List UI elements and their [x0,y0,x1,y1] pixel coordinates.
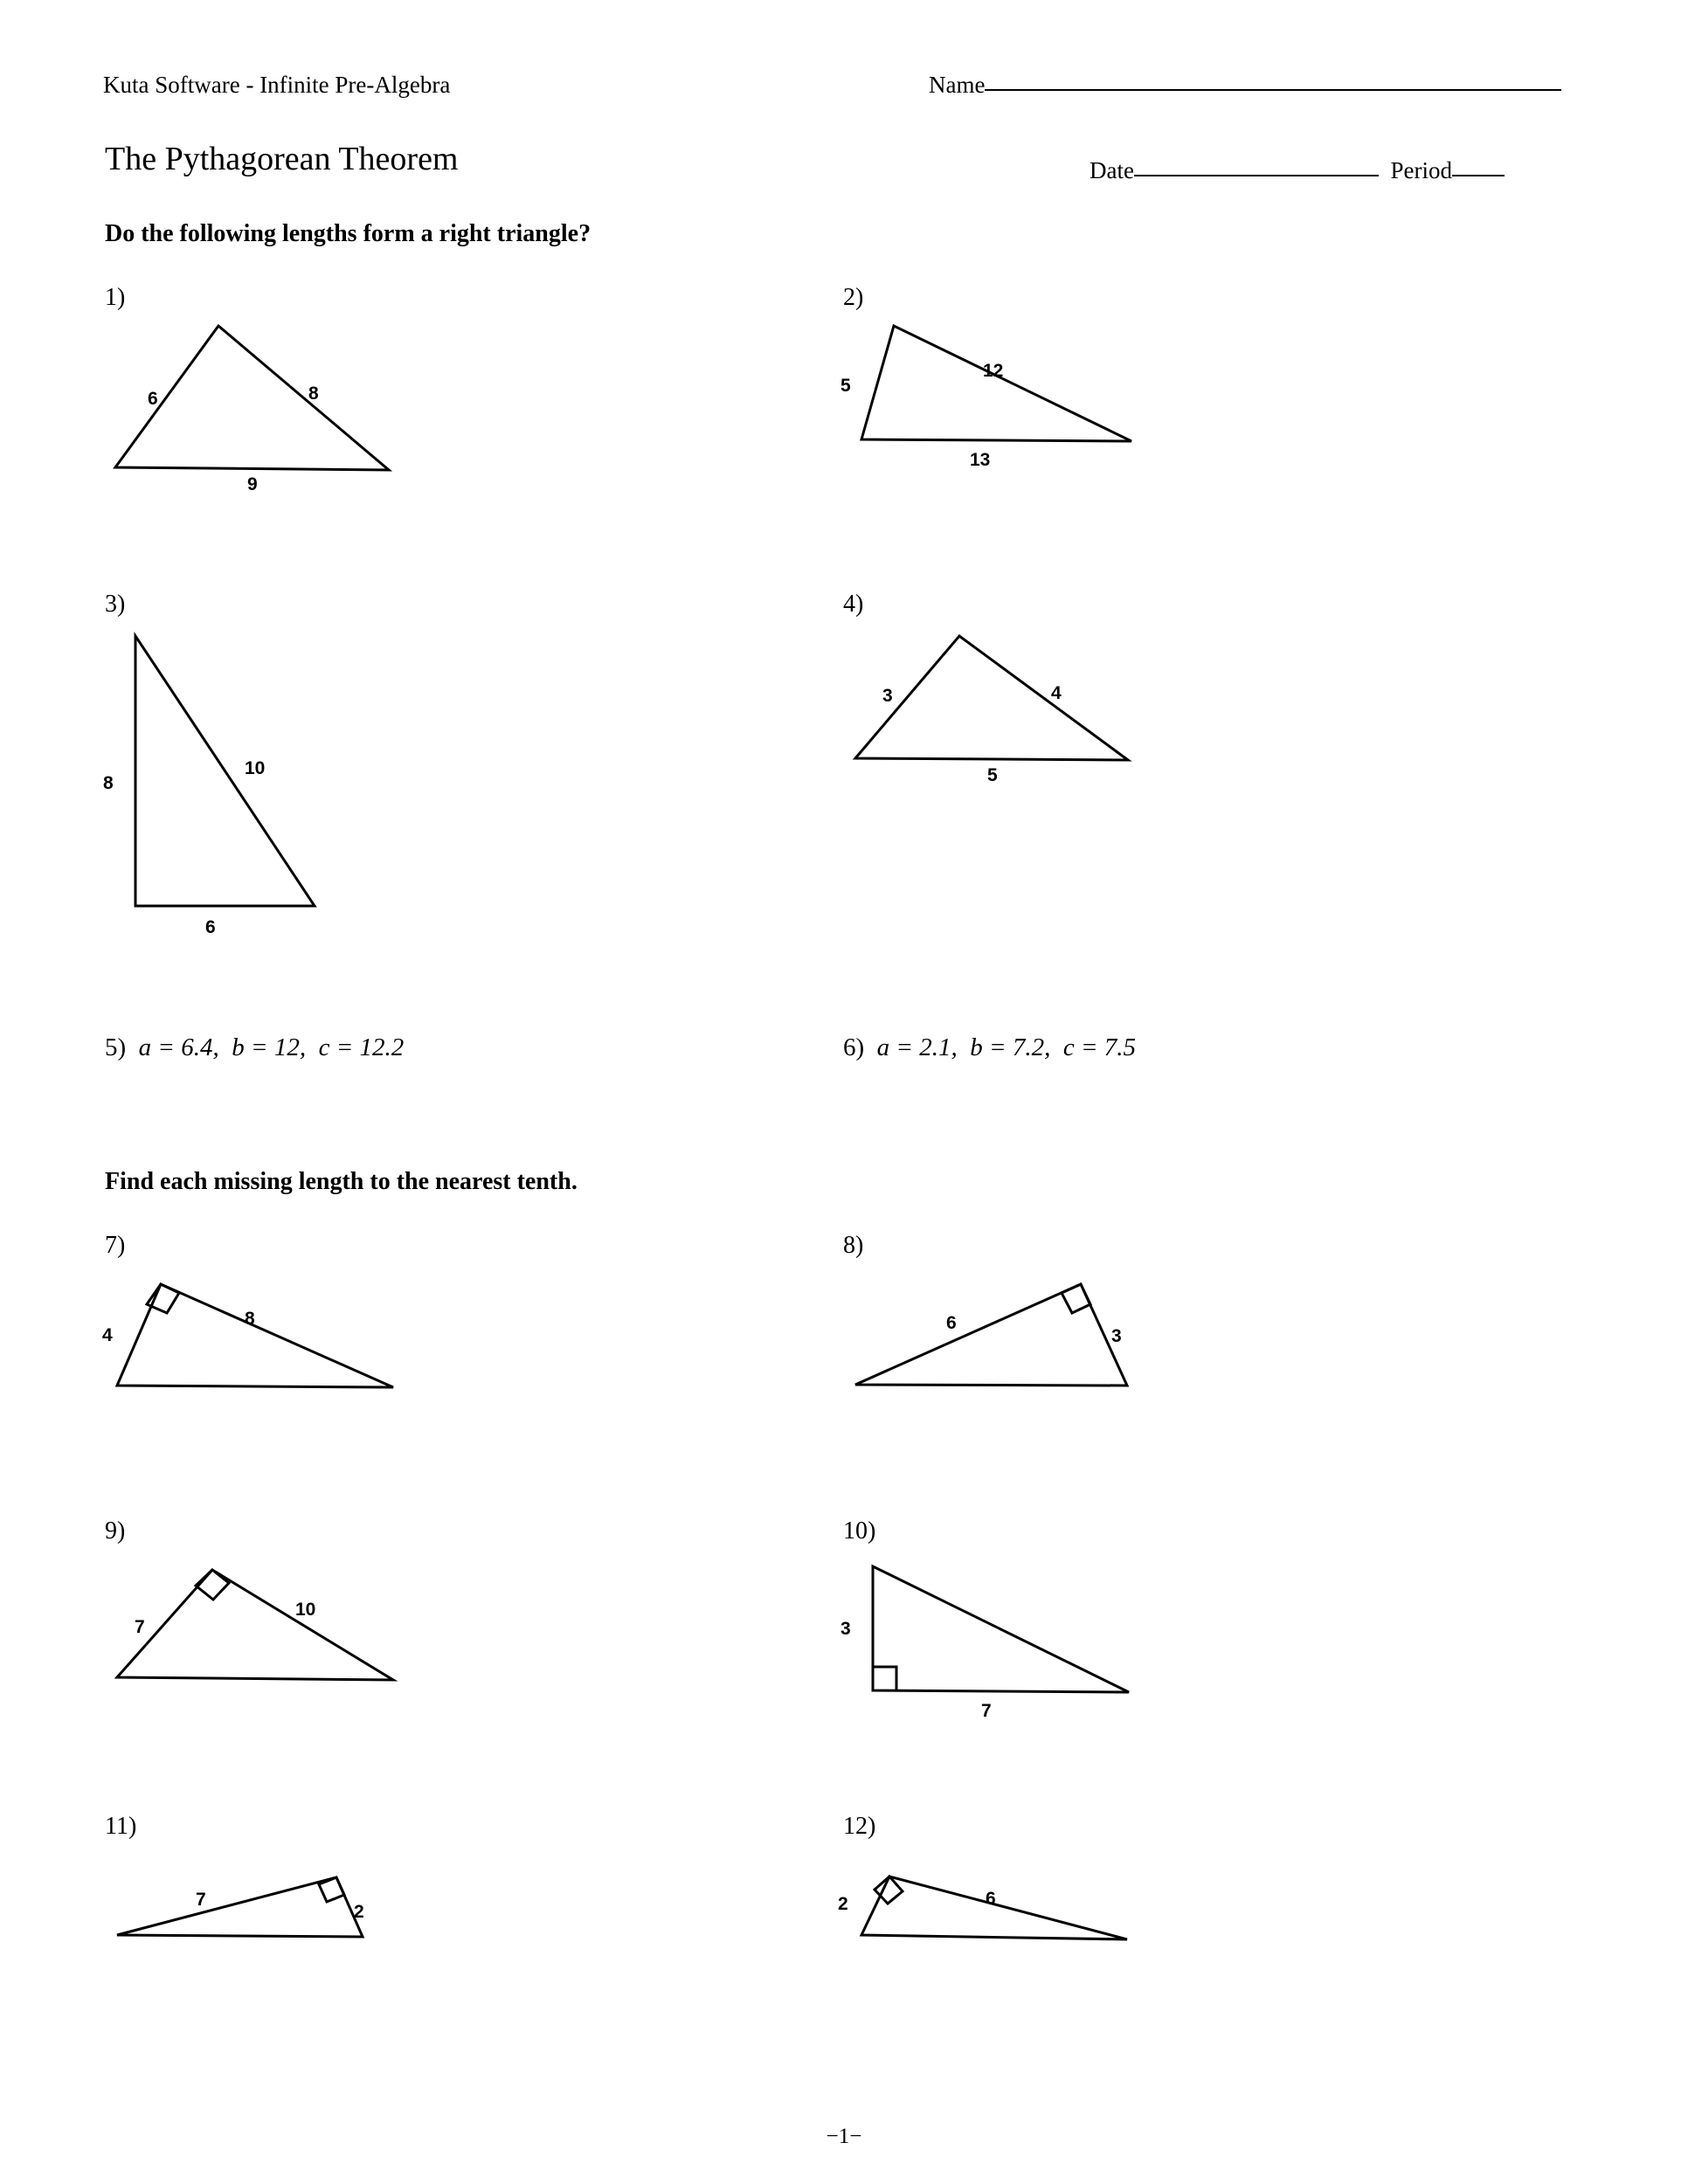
section-heading-1: Do the following lengths form a right triangle? [105,220,591,247]
figure-2 [843,314,1140,472]
problem-number-3: 3) [105,591,126,618]
figure-10-label-b: 7 [981,1701,992,1721]
problem-number-9: 9) [105,1517,126,1545]
problem-number-4: 4) [843,591,864,618]
problem-number-5: 5) [105,1033,127,1061]
figure-3-label-c: 6 [205,917,216,937]
figure-2-label-a: 5 [841,376,851,396]
problem-number-12: 12) [843,1813,876,1840]
problem-6-a: a = 2.1, [876,1033,958,1061]
name-field [929,72,1561,99]
problem-5 [105,1033,404,1062]
figure-12-label-b: 6 [986,1889,996,1909]
figure-7-label-a: 4 [102,1325,113,1345]
figure-3-label-b: 10 [245,758,266,778]
figure-4-label-c: 5 [987,765,998,785]
problem-number-11: 11) [105,1813,137,1840]
figure-1-label-a: 6 [148,389,158,409]
figure-4-label-b: 4 [1051,683,1062,703]
figure-4 [843,620,1140,786]
figure-2-label-c: 13 [970,450,991,470]
page-title: The Pythagorean Theorem [105,141,459,177]
problem-6-c: c = 7.5 [1062,1033,1137,1061]
figure-4-label-a: 3 [882,686,893,706]
problem-number-2: 2) [843,284,864,311]
period-rule[interactable] [1452,175,1505,176]
figure-1-label-c: 9 [247,474,258,494]
problem-6 [843,1033,1136,1062]
figure-11-label-b: 2 [354,1902,364,1922]
figure-12-label-a: 2 [838,1894,848,1914]
figure-7-label-b: 8 [245,1309,255,1329]
figure-8 [843,1265,1140,1405]
period-label: Period [1390,157,1452,183]
figure-11-label-a: 7 [196,1890,206,1910]
problem-number-8: 8) [843,1232,864,1259]
figure-8-label-a: 6 [946,1313,957,1333]
figure-9-label-a: 7 [135,1617,145,1637]
page-footer: −1− [826,2125,862,2148]
problem-5-b: b = 12, [232,1033,307,1061]
figure-1 [105,314,402,494]
section-heading-2: Find each missing length to the nearest tenth. [105,1168,578,1195]
figure-11 [105,1848,402,1952]
figure-10-label-a: 3 [841,1619,851,1639]
problem-5-a: a = 6.4, [138,1033,219,1061]
date-rule[interactable] [1134,175,1379,176]
figure-9 [105,1551,402,1699]
figure-2-label-b: 12 [983,361,1004,381]
name-rule[interactable] [985,89,1561,91]
problem-number-10: 10) [843,1517,876,1545]
date-label: Date [1090,157,1134,183]
figure-1-label-b: 8 [308,384,319,404]
problem-number-7: 7) [105,1232,126,1259]
date-period-field [1090,157,1505,184]
problem-number-1: 1) [105,284,126,311]
problem-6-b: b = 7.2, [970,1033,1051,1061]
problem-5-c: c = 12.2 [318,1033,405,1061]
name-label: Name [929,72,986,98]
figure-12 [838,1848,1140,1952]
figure-7 [102,1265,402,1405]
figure-10 [841,1551,1140,1721]
figure-3-label-a: 8 [103,773,114,793]
figure-9-label-b: 10 [295,1600,316,1620]
figure-8-label-b: 3 [1111,1326,1122,1346]
publisher-line: Kuta Software - Infinite Pre-Algebra [103,72,451,98]
problem-number-6: 6) [843,1033,865,1061]
figure-3 [103,620,367,937]
